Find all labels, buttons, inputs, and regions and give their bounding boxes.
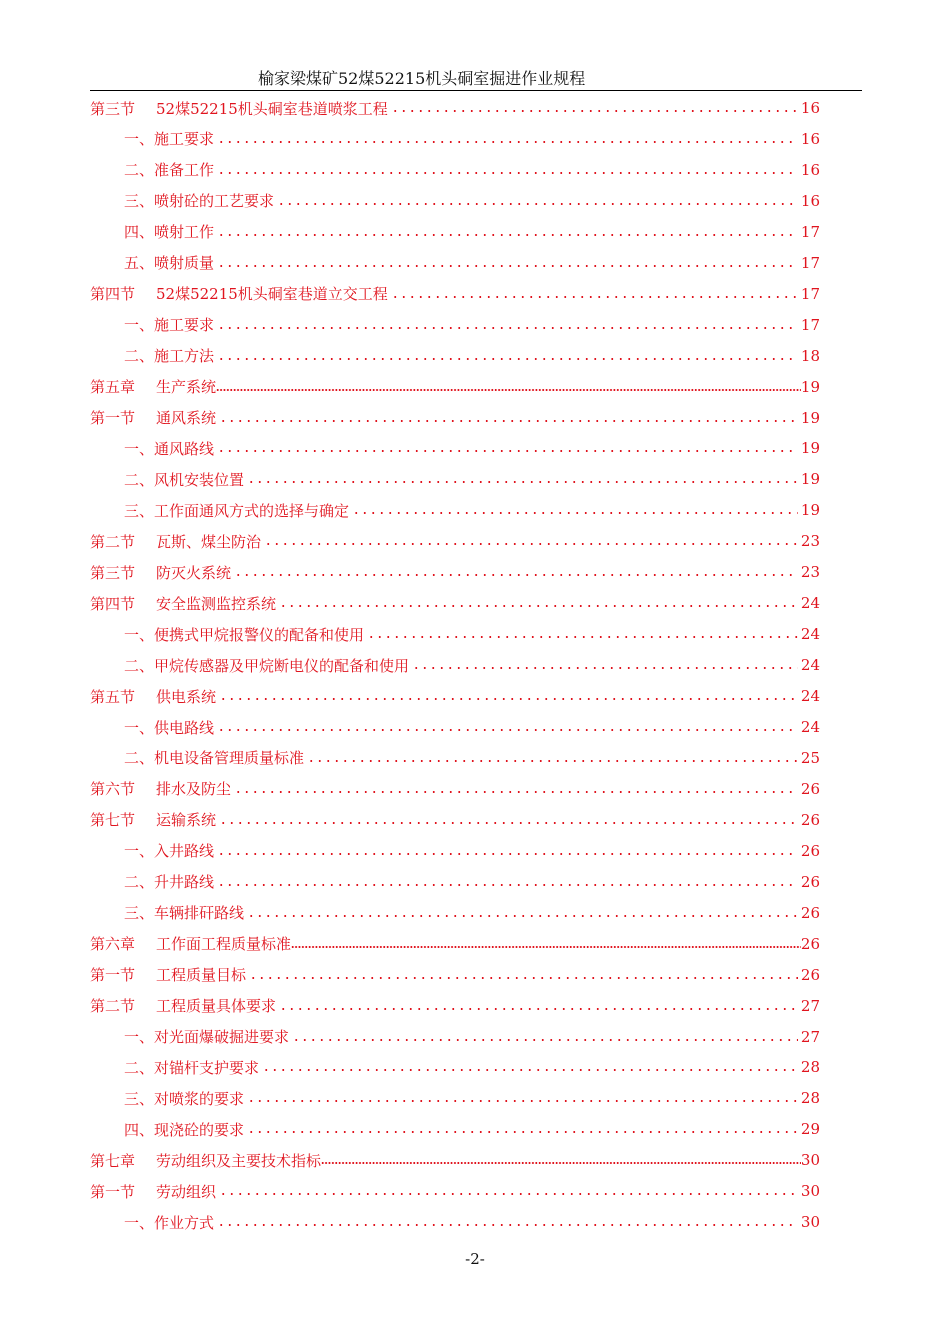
- toc-entry[interactable]: [124, 342, 820, 370]
- dot-leader: [352, 512, 798, 514]
- toc-entry[interactable]: [90, 404, 820, 432]
- toc-entry-page: 30: [800, 1182, 820, 1201]
- toc-entry-label: [90, 778, 231, 799]
- toc-entry-number: 第三节: [90, 563, 136, 582]
- toc-entry-title: 三、车辆排矸路线: [124, 904, 245, 923]
- toc-entry-label: [124, 159, 214, 180]
- dot-leader: [291, 946, 801, 948]
- toc-entry-label: [124, 1088, 244, 1109]
- toc-entry-title: 劳动组织: [156, 1182, 217, 1201]
- toc-entry-title: 生产系统: [156, 378, 217, 397]
- toc-entry-title: 工程质量具体要求: [156, 997, 277, 1016]
- dot-leader: [391, 296, 798, 298]
- toc-entry-number: 第七章: [90, 1151, 136, 1170]
- dot-leader: [247, 915, 798, 917]
- toc-entry[interactable]: [124, 249, 820, 277]
- toc-entry-number: 第四节: [90, 285, 136, 304]
- toc-entry-title: 一、通风路线: [124, 439, 215, 458]
- toc-entry-page: 18: [800, 346, 820, 365]
- toc-entry[interactable]: [124, 311, 820, 339]
- toc-entry-page: 17: [800, 222, 820, 241]
- toc-entry-label: [90, 686, 216, 707]
- toc-entry[interactable]: [90, 94, 820, 122]
- toc-entry[interactable]: [90, 527, 820, 555]
- toc-entry-label: [124, 871, 214, 892]
- dot-leader: [367, 636, 798, 638]
- toc-entry-title: 防灭火系统: [156, 563, 232, 582]
- toc-entry-number: 第二节: [90, 532, 136, 551]
- toc-entry-label: [124, 252, 214, 273]
- toc-entry-label: [90, 283, 388, 304]
- dot-leader: [217, 172, 798, 174]
- toc-entry-title: 安全监测监控系统: [156, 594, 277, 613]
- dot-leader: [217, 141, 798, 143]
- toc-entry-label: [124, 717, 214, 738]
- dot-leader: [262, 1069, 798, 1071]
- toc-entry[interactable]: [124, 218, 820, 246]
- toc-entry-title: 一、作业方式: [124, 1213, 215, 1232]
- toc-entry[interactable]: [124, 1053, 820, 1081]
- toc-entry-page: 17: [800, 253, 820, 272]
- toc-entry-title: 三、工作面通风方式的选择与确定: [124, 501, 350, 520]
- toc-entry-page: 26: [800, 903, 820, 922]
- toc-entry-page: 19: [800, 470, 820, 489]
- dot-leader: [234, 574, 798, 576]
- dot-leader: [264, 543, 798, 545]
- toc-entry-number: 第四节: [90, 594, 136, 613]
- toc-entry-title: 五、喷射质量: [124, 254, 215, 273]
- toc-entry-label: [90, 964, 246, 985]
- toc-entry[interactable]: [124, 156, 820, 184]
- toc-entry[interactable]: [124, 187, 820, 215]
- toc-entry-title: 二、升井路线: [124, 873, 215, 892]
- toc-entry-title: 一、供电路线: [124, 718, 215, 737]
- toc-entry-label: [90, 809, 216, 830]
- toc-entry-title: 一、入井路线: [124, 842, 215, 861]
- toc-entry-page: 16: [800, 191, 820, 210]
- toc-entry-label: [90, 531, 261, 552]
- toc-entry[interactable]: [90, 558, 820, 586]
- dot-leader: [412, 667, 798, 669]
- dot-leader: [247, 1100, 798, 1102]
- toc-entry-title: 一、施工要求: [124, 130, 215, 149]
- toc-entry-label: [90, 98, 388, 119]
- dot-leader: [279, 1008, 798, 1010]
- toc-entry-title: 四、喷射工作: [124, 223, 215, 242]
- toc-entry-title: 二、准备工作: [124, 161, 215, 180]
- toc-entry[interactable]: [124, 868, 820, 896]
- toc-entry-page: 28: [800, 1089, 820, 1108]
- dot-leader: [217, 729, 798, 731]
- dot-leader: [217, 265, 798, 267]
- toc-entry-title: 劳动组织及主要技术指标: [156, 1151, 322, 1170]
- toc-entry[interactable]: [124, 744, 820, 772]
- toc-entry-page: 27: [800, 996, 820, 1015]
- toc-entry-label: [124, 840, 214, 861]
- toc-entry-title: 二、机电设备管理质量标准: [124, 749, 305, 768]
- dot-leader: [307, 760, 798, 762]
- toc-entry-number: 第一节: [90, 966, 136, 985]
- toc-entry-title: 52煤52215机头硐室巷道立交工程: [156, 285, 388, 304]
- toc-entry-label: [124, 190, 274, 211]
- toc-entry-title: 二、风机安装位置: [124, 470, 245, 489]
- toc-entry[interactable]: [124, 899, 820, 927]
- toc-entry-label: [124, 469, 244, 490]
- toc-entry-label: [90, 407, 216, 428]
- toc-entry[interactable]: [90, 589, 820, 617]
- toc-entry-page: 24: [800, 687, 820, 706]
- toc-entry-label: [124, 1119, 244, 1140]
- toc-entry-label: [124, 747, 304, 768]
- toc-entry[interactable]: [124, 837, 820, 865]
- dot-leader: [217, 884, 798, 886]
- dot-leader: [217, 1224, 798, 1226]
- toc-entry-page: 19: [800, 377, 820, 396]
- toc-entry-label: [90, 1150, 321, 1171]
- toc-entry-number: 第六节: [90, 780, 136, 799]
- toc-entry-page: 19: [800, 439, 820, 458]
- toc-entry[interactable]: [90, 775, 820, 803]
- toc-entry[interactable]: [90, 280, 820, 308]
- toc-entry-label: [124, 624, 364, 645]
- dot-leader: [277, 203, 798, 205]
- toc-entry[interactable]: [90, 930, 820, 958]
- toc-entry[interactable]: [124, 125, 820, 153]
- toc-entry-page: 26: [800, 872, 820, 891]
- toc-entry-page: 29: [800, 1120, 820, 1139]
- toc-entry[interactable]: [90, 961, 820, 989]
- toc-entry-label: [124, 345, 214, 366]
- toc-entry-title: 二、甲烷传感器及甲烷断电仪的配备和使用: [124, 656, 410, 675]
- toc-entry-label: [124, 221, 214, 242]
- toc-entry-label: [90, 562, 231, 583]
- toc-entry[interactable]: [124, 1208, 820, 1236]
- dot-leader: [217, 358, 798, 360]
- dot-leader: [219, 822, 798, 824]
- toc-entry-title: 工作面工程质量标准: [156, 935, 292, 954]
- dot-leader: [217, 234, 798, 236]
- toc-entry-title: 工程质量目标: [156, 966, 247, 985]
- toc-entry-number: 第三节: [90, 99, 136, 118]
- dot-leader: [292, 1039, 798, 1041]
- toc-entry-label: [90, 1181, 216, 1202]
- dot-leader: [234, 791, 798, 793]
- toc-entry-title: 三、喷射砼的工艺要求: [124, 192, 275, 211]
- toc-entry-label: [124, 500, 349, 521]
- toc-entry-title: 四、现浇砼的要求: [124, 1120, 245, 1139]
- dot-leader: [219, 1193, 798, 1195]
- toc-entry-number: 第五章: [90, 378, 136, 397]
- toc-entry-page: 30: [800, 1151, 820, 1170]
- toc-entry-page: 27: [800, 1027, 820, 1046]
- toc-entry-page: 28: [800, 1058, 820, 1077]
- toc-entry-title: 一、便携式甲烷报警仪的配备和使用: [124, 625, 365, 644]
- dot-leader: [219, 420, 798, 422]
- toc-entry-title: 一、施工要求: [124, 316, 215, 335]
- dot-leader: [217, 853, 798, 855]
- toc-entry[interactable]: [124, 434, 820, 462]
- toc-entry-label: [124, 1212, 214, 1233]
- toc-entry-label: [124, 902, 244, 923]
- toc-entry[interactable]: [124, 496, 820, 524]
- toc-entry-number: 第七节: [90, 811, 136, 830]
- toc-entry-label: [124, 128, 214, 149]
- toc-entry-page: 26: [800, 779, 820, 798]
- toc-entry-label: [124, 1026, 289, 1047]
- toc-entry[interactable]: [124, 713, 820, 741]
- page-header: [90, 64, 862, 91]
- dot-leader: [247, 1131, 798, 1133]
- toc-entry[interactable]: [124, 620, 820, 648]
- toc-entry-number: 第一节: [90, 1182, 136, 1201]
- toc-entry-title: 瓦斯、煤尘防治: [156, 532, 262, 551]
- toc-entry-page: 16: [800, 99, 820, 117]
- toc-entry-page: 26: [800, 810, 820, 829]
- toc-entry[interactable]: [90, 373, 820, 401]
- toc-entry-title: 通风系统: [156, 409, 217, 427]
- toc-entry[interactable]: [124, 1084, 820, 1112]
- toc-entry-title: 供电系统: [156, 687, 217, 706]
- toc-entry-number: 第一节: [90, 409, 136, 427]
- toc-entry-label: [124, 438, 214, 459]
- toc-entry[interactable]: [124, 1115, 820, 1143]
- toc-entry-page: 23: [800, 563, 820, 582]
- toc-entry-page: 17: [800, 284, 820, 303]
- toc-entry-title: 一、对光面爆破掘进要求: [124, 1028, 290, 1046]
- toc-entry-page: 16: [800, 129, 820, 148]
- toc-entry-label: [124, 1057, 259, 1078]
- toc-entry-page: 26: [800, 965, 820, 984]
- toc-entry-number: 第六章: [90, 935, 136, 954]
- toc-entry[interactable]: [90, 682, 820, 710]
- toc-entry-number: 第二节: [90, 997, 136, 1016]
- dot-leader: [247, 481, 798, 483]
- toc-entry[interactable]: [124, 1023, 820, 1051]
- toc-entry-page: 19: [800, 501, 820, 520]
- toc-entry[interactable]: [90, 806, 820, 834]
- dot-leader: [249, 977, 798, 979]
- dot-leader: [217, 450, 798, 452]
- toc-entry-page: 24: [800, 625, 820, 644]
- toc-entry-page: 26: [800, 841, 820, 860]
- toc-entry-title: 二、施工方法: [124, 347, 215, 366]
- dot-leader: [321, 1162, 801, 1164]
- dot-leader: [217, 327, 798, 329]
- toc-entry-page: 30: [800, 1213, 820, 1232]
- dot-leader: [391, 110, 798, 112]
- toc-entry-title: 二、对锚杆支护要求: [124, 1058, 260, 1077]
- document-title: 榆家梁煤矿52煤52215机头硐室掘进作业规程: [258, 69, 586, 88]
- toc-entry-label: [90, 376, 216, 397]
- toc-entry-title: 排水及防尘: [156, 780, 232, 799]
- toc-entry-page: 24: [800, 718, 820, 736]
- toc-entry-page: 19: [800, 408, 820, 427]
- toc-entry-page: 17: [800, 315, 820, 334]
- toc-entry-label: [124, 314, 214, 335]
- toc-entry-label: [90, 995, 276, 1016]
- dot-leader: [216, 389, 801, 391]
- toc-entry-page: 25: [800, 748, 820, 767]
- toc-entry-page: 24: [800, 594, 820, 613]
- toc-entry[interactable]: [124, 465, 820, 493]
- toc-entry[interactable]: [90, 992, 820, 1020]
- toc-entry-page: 24: [800, 656, 820, 675]
- toc-entry-title: 运输系统: [156, 811, 217, 830]
- toc-entry-page: 26: [800, 934, 820, 953]
- toc-entry-label: [90, 593, 276, 614]
- dot-leader: [219, 698, 798, 700]
- toc-entry-number: 第五节: [90, 687, 136, 706]
- toc-entry-title: 52煤52215机头硐室巷道喷浆工程: [156, 99, 388, 118]
- toc-entry[interactable]: [90, 1146, 820, 1174]
- toc-entry-page: 23: [800, 532, 820, 551]
- dot-leader: [279, 605, 798, 607]
- toc-entry-label: [90, 933, 291, 954]
- toc-entry-page: 16: [800, 160, 820, 179]
- toc-entry-title: 三、对喷浆的要求: [124, 1089, 245, 1108]
- toc-entry-label: [124, 655, 409, 676]
- toc-entry[interactable]: [124, 651, 820, 679]
- page-number: -2-: [465, 1250, 485, 1268]
- toc-entry[interactable]: [90, 1177, 820, 1205]
